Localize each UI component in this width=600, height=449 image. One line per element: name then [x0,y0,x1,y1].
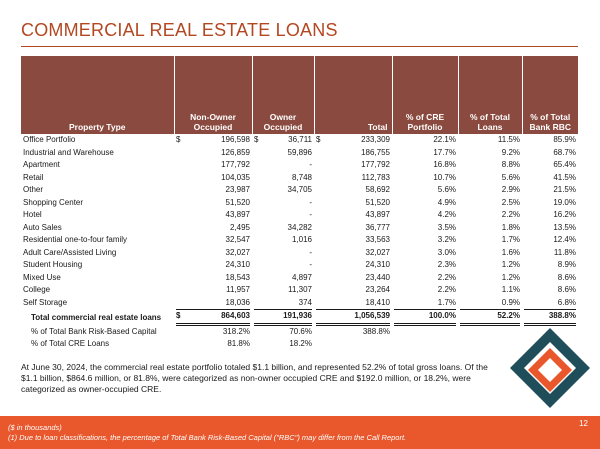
cell-property-type: Other [23,185,44,194]
cell-value: 16.2% [553,210,576,219]
cell-value: 18,543 [225,272,250,282]
cell-pct-loans [458,297,522,311]
cell-pct-loans [458,234,522,247]
cell-pct-cre [392,222,458,235]
cell-value: 11,307 [288,285,312,294]
cell-owner [252,197,314,210]
cell-value: 19.0% [553,197,576,207]
cell-pct-loans [458,209,522,222]
cell-pct-loans [458,310,522,326]
cell-total [314,147,392,160]
cell-property-type: Retail [23,172,44,182]
cell-value: 32,547 [225,235,250,244]
cell-owner [252,184,314,197]
cell-non-owner: 81.8% [227,339,250,348]
cell-pct-rbc [522,184,578,197]
cell-value: 4,897 [291,272,312,282]
cell-total [314,209,392,222]
table-row [21,209,578,222]
cell-value: 2.5% [501,197,520,207]
cell-value: 9.2% [501,147,520,157]
cell-owner [252,310,314,326]
cell-empty [392,338,458,351]
table-row [21,147,578,160]
cell-property-type: % of Total Bank Risk-Based Capital [31,326,157,336]
cre-pct-row [21,338,578,351]
header-pct-loans: % of Total Loans [458,56,522,134]
cell-value: 41.5% [553,172,576,182]
cell-value: 68.7% [553,147,576,157]
cell-pct-cre [392,297,458,311]
cell-value: 58,692 [365,185,390,194]
cell-owner [252,147,314,160]
cell-pct-loans [458,184,522,197]
cell-value: 8.9% [557,260,576,269]
cell-pct-loans [458,222,522,235]
cell-value: 100.0% [394,310,456,326]
table-row [21,197,578,210]
header-owner: Owner Occupied [252,56,314,134]
currency-symbol: $ [176,311,181,320]
table-row [21,259,578,272]
cell-property-type: % of Total CRE Loans [31,339,110,348]
table-row [21,272,578,285]
cell-property-type: Student Housing [23,260,83,269]
cell-pct-rbc [522,209,578,222]
cell-pct-loans [458,284,522,297]
cell-value: 32,027 [365,247,390,257]
cell-pct-rbc [522,222,578,235]
cell-value: 2.3% [437,260,456,269]
cell-pct-rbc [522,310,578,326]
cell-value: 65.4% [553,160,576,169]
cell-owner [252,172,314,185]
cell-empty [392,326,458,339]
cell-value: 17.7% [433,147,456,157]
cell-owner [252,209,314,222]
cell-pct-rbc [522,234,578,247]
header-pct-rbc: % of Total Bank RBC [522,56,578,134]
cell-pct-cre [392,247,458,260]
cell-property-type: Mixed Use [23,272,61,282]
header-pct-cre: % of CRE Portfolio [392,56,458,134]
cell-value: 3.2% [437,235,456,244]
cell-total [314,197,392,210]
table-row [21,159,578,172]
footnote-units: ($ in thousands) [8,423,62,432]
cell-non-owner [174,297,252,311]
cell-total [314,284,392,297]
page-number: 12 [579,419,588,428]
cell-value: 8.8% [501,160,520,169]
cell-property-type: Apartment [23,160,60,169]
cell-value: 43,897 [365,210,390,219]
cell-value: 43,897 [225,210,250,219]
cell-pct-rbc [522,272,578,285]
cell-pct-cre [392,147,458,160]
cell-value: 4.2% [437,210,456,219]
cell-property-type: Shopping Center [23,197,84,207]
cell-owner [252,234,314,247]
cell-total [314,310,392,326]
cell-value: 0.9% [460,297,520,311]
cell-total [314,272,392,285]
footnote-rbc: (1) Due to loan classifications, the percentage of Total Bank Risk-Based Capital ("RBC") may differ from the Call Report. [8,433,407,442]
cell-non-owner [174,184,252,197]
cell-value: 3.5% [437,222,456,232]
cell-owner [252,222,314,235]
cell-value: 36,711 [288,135,312,144]
cell-value: 186,755 [361,147,390,157]
table-row [21,172,578,185]
cell-value: 177,792 [361,160,390,169]
table-row [21,234,578,247]
cell-owner [252,272,314,285]
cell-pct-cre [392,172,458,185]
cell-pct-loans [458,159,522,172]
cell-value: - [309,160,312,169]
cell-pct-cre [392,209,458,222]
cell-total [314,259,392,272]
cell-value: 1.7% [394,297,456,311]
cell-value: 104,035 [221,172,250,182]
cell-total [314,134,392,147]
cell-pct-rbc [522,134,578,147]
cell-non-owner [174,259,252,272]
table-row [21,222,578,235]
cell-property-type: Self Storage [23,298,68,307]
cell-value: 21.5% [553,185,576,194]
cell-value: 8.6% [557,285,576,294]
cell-non-owner: 318.2% [222,326,250,336]
table-row [21,134,578,147]
cell-value: 177,792 [221,160,250,169]
cre-loans-table [21,56,578,351]
cell-value: 85.9% [553,135,576,144]
cell-value: 34,282 [287,222,312,232]
cell-pct-loans [458,197,522,210]
cell-pct-rbc [522,259,578,272]
rbc-pct-row [21,326,578,339]
cell-value: 2,495 [229,222,250,232]
cell-pct-cre [392,284,458,297]
cell-non-owner [174,159,252,172]
cell-total [314,172,392,185]
cell-value: 22.1% [433,135,456,144]
cell-non-owner [174,247,252,260]
cell-total [314,247,392,260]
cell-owner [252,247,314,260]
cell-pct-cre [392,159,458,172]
cell-value: 6.8% [524,297,576,311]
cell-value: - [309,247,312,257]
cell-non-owner [174,272,252,285]
cell-property-type: Office Portfolio [23,135,76,144]
cell-pct-loans [458,272,522,285]
cell-owner: 70.6% [289,326,312,336]
cell-value: 32,027 [225,247,250,257]
cell-value: 51,520 [225,197,250,207]
cell-non-owner [174,147,252,160]
cell-pct-cre [392,272,458,285]
cell-value: - [309,260,312,269]
cell-value: 126,859 [221,147,250,157]
cell-non-owner [174,134,252,147]
cell-value: 5.6% [437,185,456,194]
cell-value: 12.4% [553,235,576,244]
cell-pct-loans [458,247,522,260]
cell-total [314,184,392,197]
cell-value: - [309,197,312,207]
cell-value: 36,777 [365,222,390,232]
cell-pct-rbc [522,197,578,210]
cell-value: 23,987 [225,185,250,194]
cell-value: 2.2% [437,272,456,282]
cell-value: 112,783 [361,172,390,182]
cell-owner [252,259,314,272]
cell-value: 18,410 [316,297,390,311]
cell-pct-loans [458,134,522,147]
cell-value: 1.8% [501,222,520,232]
cell-value: 18,036 [176,297,250,311]
cell-total [314,234,392,247]
cell-value: 23,440 [365,272,390,282]
cell-non-owner [174,284,252,297]
cell-pct-cre [392,234,458,247]
cell-pct-cre [392,197,458,210]
currency-symbol: $ [254,135,259,144]
cell-value: 8.6% [557,272,576,282]
cell-value: - [309,210,312,219]
cell-value: 4.9% [437,197,456,207]
header-property-type: Property Type [21,56,174,134]
cell-owner: 18.2% [289,339,312,348]
cell-value: 1.6% [501,247,520,257]
cell-pct-loans [458,259,522,272]
cell-value: 33,563 [365,235,390,244]
title-divider [21,46,578,47]
cell-value: 1,016 [291,235,312,244]
cell-value: 23,264 [365,285,390,294]
cell-pct-cre [392,310,458,326]
cell-total [314,222,392,235]
currency-symbol: $ [176,135,181,144]
header-non-owner: Non-Owner Occupied [174,56,252,134]
footer-bar [0,416,600,449]
cell-pct-cre [392,259,458,272]
summary-paragraph: At June 30, 2024, the commercial real estate portfolio totaled $1.1 billion, and represented 52.2% of total gross loans. Of the $1.1 billion, $864.6 million, or 81.8%, were categorized as non-owner occupied CRE and $192.0 million, or 18.2%, were categorized as owner-occupied CRE. [21,362,488,394]
cell-value: 24,310 [365,260,390,269]
cell-pct-cre [392,134,458,147]
cell-value: 1.7% [501,235,520,244]
table-row [21,247,578,260]
cell-total [314,297,392,311]
cell-value: 52.2% [460,310,520,326]
cell-non-owner [174,222,252,235]
cell-value: 1.1% [501,285,520,294]
cell-owner [252,297,314,311]
total-row [21,310,578,326]
cell-pct-rbc [522,247,578,260]
table-row [21,284,578,297]
cell-owner [252,159,314,172]
cell-value: 8,748 [291,172,312,182]
cell-value: 34,705 [287,185,312,194]
cell-pct-cre [392,184,458,197]
cell-value: 388.8% [524,310,576,326]
cell-pct-rbc [522,147,578,160]
cell-total: 388.8% [362,326,390,336]
cell-value: 1.2% [501,272,520,282]
cell-property-type: Total commercial real estate loans [31,312,162,322]
cell-non-owner [174,234,252,247]
cell-value: 11,957 [226,285,250,294]
cell-value: 11.8% [553,247,576,257]
cell-property-type: College [23,285,51,294]
cell-value: 2.2% [501,210,520,219]
cell-pct-rbc [522,297,578,311]
cell-non-owner [174,310,252,326]
cell-value: 374 [254,297,312,311]
cell-property-type: Adult Care/Assisted Living [23,247,117,257]
cell-non-owner [174,172,252,185]
header-total: Total [314,56,392,134]
cell-value: 3.0% [437,247,456,257]
cell-pct-rbc [522,159,578,172]
cell-total [314,159,392,172]
cell-property-type: Auto Sales [23,222,62,232]
cell-pct-rbc [522,284,578,297]
page-title: COMMERCIAL REAL ESTATE LOANS [21,20,338,40]
cell-pct-rbc [522,172,578,185]
cell-value: 191,936 [254,310,312,326]
cell-value: 1.2% [501,260,520,269]
cell-non-owner [174,209,252,222]
interlocking-diamond-logo [508,326,592,416]
cell-pct-loans [458,147,522,160]
cell-value: 864,603 [221,311,250,320]
cell-value: 16.8% [433,160,456,169]
currency-symbol: $ [316,135,321,144]
cell-value: 10.7% [433,172,456,182]
cell-owner [252,134,314,147]
cell-value: 2.9% [501,185,520,194]
cell-value: 5.6% [501,172,520,182]
cell-value: 59,896 [287,147,312,157]
cell-value: 2.2% [437,285,456,294]
cell-value: 51,520 [365,197,390,207]
cell-value: 11.5% [497,135,520,144]
cell-property-type: Residential one-to-four family [23,235,128,244]
cell-value: 13.5% [553,222,576,232]
cell-value: 196,598 [221,135,250,144]
cell-property-type: Industrial and Warehouse [23,147,114,157]
cell-pct-loans [458,172,522,185]
cell-value: 233,309 [361,135,390,144]
cell-property-type: Hotel [23,210,42,219]
table-header-row [21,56,578,134]
cell-value: 1,056,539 [316,310,390,326]
cell-owner [252,284,314,297]
cell-non-owner [174,197,252,210]
table-row [21,297,578,311]
cell-empty [314,338,392,351]
table-row [21,184,578,197]
cell-value: 24,310 [225,260,250,269]
